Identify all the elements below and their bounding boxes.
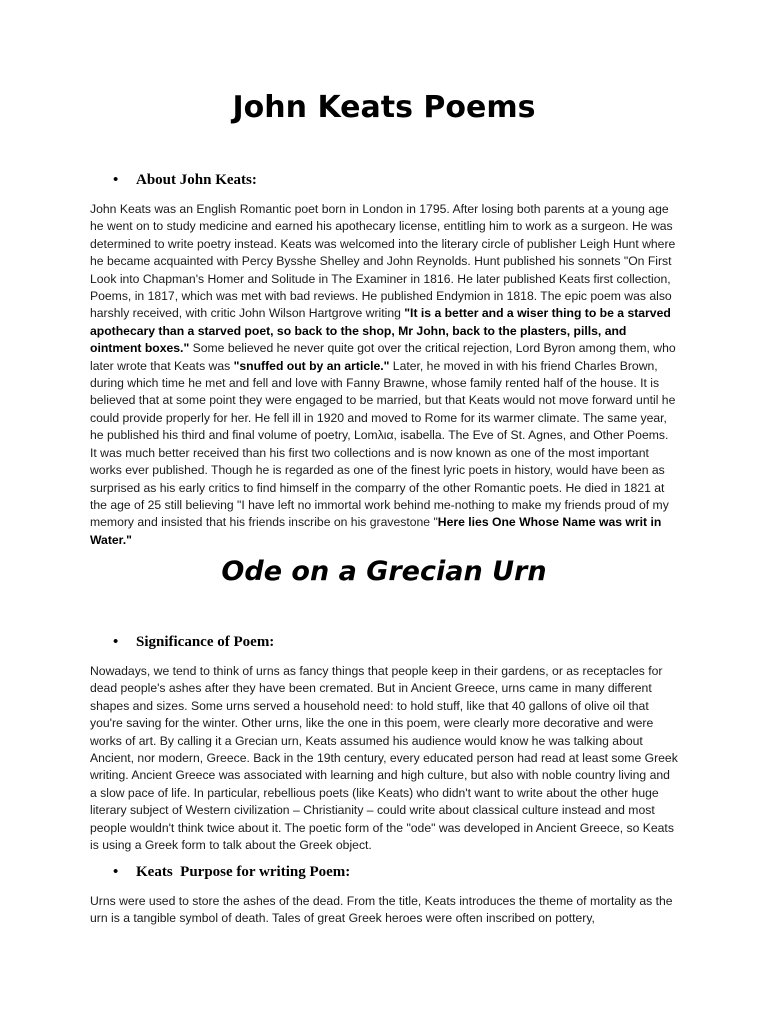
- section-heading-purpose: [113, 864, 350, 881]
- section-heading-about: [113, 172, 257, 189]
- bio-quote-epitaph: Here lies One Whose Name was writ in Water.": [90, 515, 662, 547]
- bullet-icon: •: [113, 634, 119, 650]
- section-heading-label: Significance of Poem:: [136, 634, 275, 650]
- section-heading-significance: [113, 634, 274, 651]
- bio-text-2: Some believed he never quite got over the critical rejection, Lord Byron among them, who later wrote that Keats was: [90, 341, 676, 373]
- bullet-icon: •: [113, 864, 119, 880]
- bio-quote-byron: "snuffed out by an article.": [233, 358, 390, 373]
- significance-paragraph: Nowadays, we tend to think of urns as fancy things that people keep in their gardens, or as receptacles for dead people's ashes after they have been cremated. But in Ancient Greece, urns came in many different shapes and sizes. Some urns served a household need: to hold stuff, like that 40 gallons of olive oil that you're saving for the winter. Other urns, like the one in this poem, were clearly more decorative and were works of art. By calling it a Grecian urn, Keats assumed his audience would know he was talking about Ancient, nor modern, Greece. Back in the 19th century, every educated person had read at least some Greek writing. Ancient Greece was associated with learning and high culture, but also with noble country living and a slow pace of life. In particular, rebellious poets (like Keats) who didn't want to write about the other huge literary subject of Western civilization – Christianity – could write about classical culture instead and most people wouldn't think twice about it. The poetic form of the "ode" was developed in Ancient Greece, so Keats is using a Greek form to talk about the Greek object.: [90, 664, 678, 853]
- bio-text-1: John Keats was an English Romantic poet born in London in 1795. After losing both parents at a young age he went on to study medicine and earned his apothecary license, entitling him to work as a surgeon. He was determined to write poetry instead. Keats was welcomed into the literary circle of publisher Leigh Hunt where he became acquainted with Percy Bysshe Shelley and John Reynolds. Hunt published his sonnets "On First Look into Chapman's Homer and Solitude in The Examiner in 1816. He later published Keats first collection, Poems, in 1817, which was met with bad reviews. He published Endymion in 1818. The epic poem was also harshly received, with critic John Wilson Hartgrove writing: [90, 202, 676, 321]
- biography-paragraph: [90, 201, 678, 549]
- section-heading-label: Keats Purpose for writing Poem:: [136, 864, 351, 880]
- bio-text-3: Later, he moved in with his friend Charles Brown, during which time he met and fell and love with Fanny Brawne, whose family rented half of the house. It is believed that at some point they were engaged to be married, but that Keats would not move forward until he could provide properly for her. He fell ill in 1920 and moved to Rome for its warmer climate. The same year, he published his third and final volume of poetry, Lomλια, isabella. The Eve of St. Agnes, and Other Poems. It was much better received than his first two collections and is now known as one of the most important works ever published. Though he is regarded as one of the finest lyric poets in history, would have been as surprised as his early critics to find himself in the comparry of the other Romantic poets. He died in 1821 at the age of 25 still believing "I have left no immortal work behind me-nothing to make my friends proud of my memory and insisted that his friends inscribe on his gravestone ": [90, 358, 676, 530]
- page-title: John Keats Poems: [232, 90, 536, 125]
- poem-title: Ode on a Grecian Urn: [221, 556, 547, 587]
- section-heading-label: About John Keats:: [136, 172, 257, 188]
- bio-quote-hartgrove: "It is a better and a wiser thing to be a starved apothecary than a starved poet, so back to the shop, Mr John, back to the plasters, pills, and ointment boxes.": [90, 306, 671, 356]
- purpose-paragraph: Urns were used to store the ashes of the dead. From the title, Keats introduces the theme of mortality as the urn is a tangible symbol of death. Tales of great Greek heroes were often inscribed on pottery,: [90, 894, 673, 926]
- bullet-icon: •: [113, 172, 119, 188]
